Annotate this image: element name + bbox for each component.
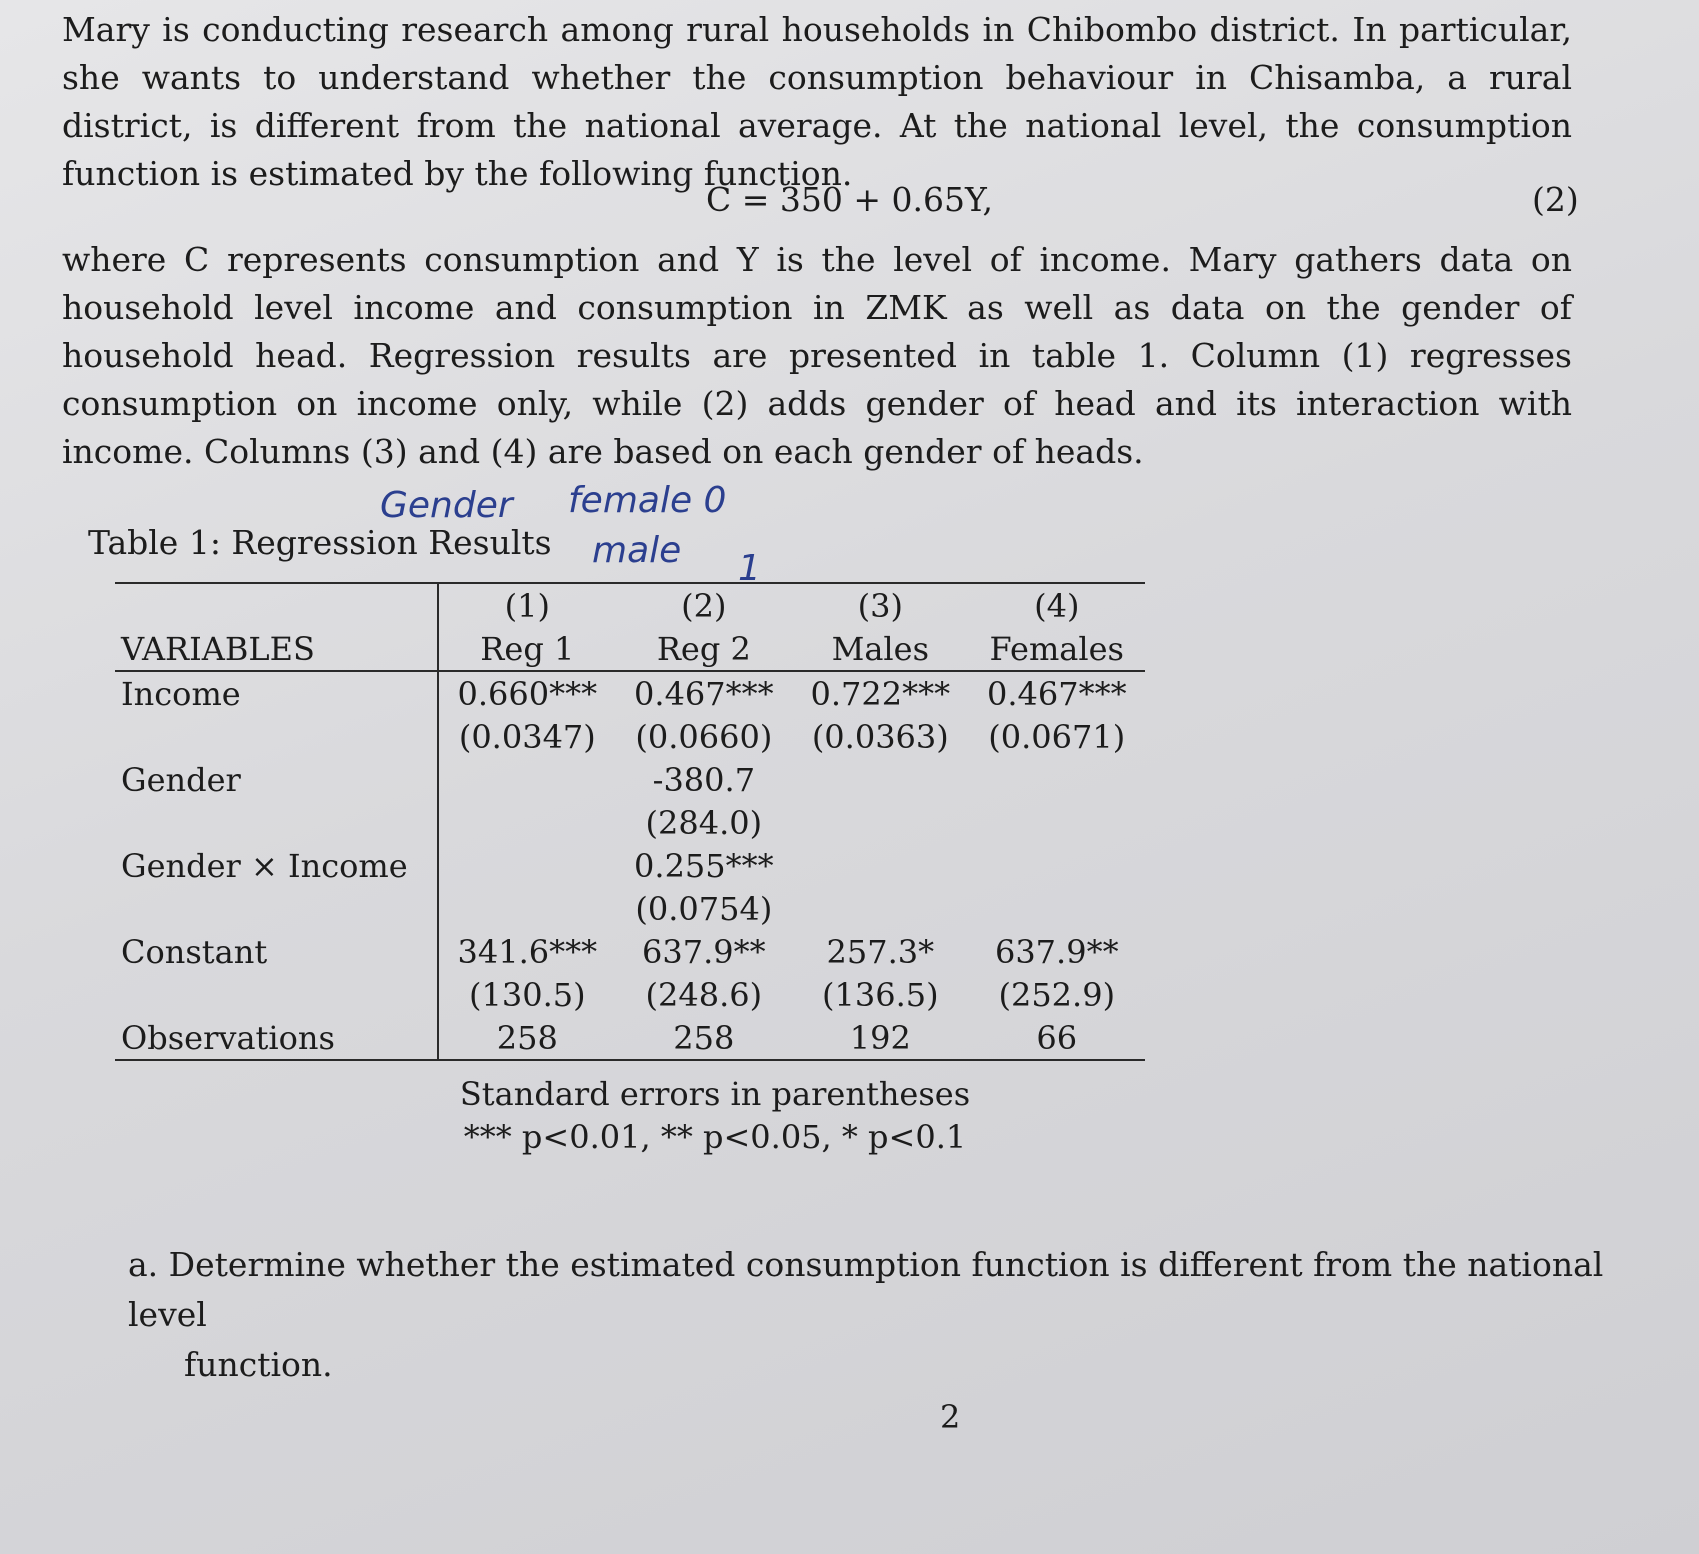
table-row <box>115 887 1145 930</box>
col-name-3: Males <box>792 627 968 671</box>
table-cell: (248.6) <box>645 975 763 1014</box>
regression-table-body <box>115 583 1145 1060</box>
page-number: 2 <box>940 1398 961 1436</box>
table-cell: (0.0347) <box>458 717 596 756</box>
table-header-row-numbers <box>115 583 1145 627</box>
row-label <box>115 715 438 758</box>
table-cell <box>792 801 968 844</box>
question-text-line1: Determine whether the estimated consumption function is different from the national level <box>128 1245 1604 1334</box>
table-cell: -380.7 <box>652 760 756 799</box>
table-cell: 0.660*** <box>457 674 598 713</box>
row-label <box>115 801 438 844</box>
table-cell: (0.0754) <box>635 889 773 928</box>
handwritten-male: male <box>592 530 682 571</box>
table-cell: 0.722*** <box>810 674 951 713</box>
table-cell <box>969 758 1145 801</box>
table-cell: (0.0660) <box>635 717 773 756</box>
table-cell <box>792 887 968 930</box>
table-caption: Table 1: Regression Results <box>88 523 552 562</box>
table-cell: 637.9** <box>994 932 1119 971</box>
table-cell <box>969 844 1145 887</box>
row-label: Constant <box>115 930 438 973</box>
table-cell: (130.5) <box>469 975 586 1014</box>
table-cell: 341.6*** <box>457 932 598 971</box>
row-label: Gender <box>115 758 438 801</box>
table-cell: 0.467*** <box>986 674 1127 713</box>
col-number-4: (4) <box>969 583 1145 627</box>
question-label: a. <box>128 1245 159 1284</box>
table-cell: 66 <box>969 1016 1145 1060</box>
table-cell: 258 <box>616 1016 792 1060</box>
description-paragraph: where C represents consumption and Y is the level of income. Mary gathers data on household level income and consumption in ZMK as well as data on the gender of household head. Regression results are presented in table 1. Column (1) regresses consumption on income only, while (2) adds gender of head and its interaction with income. Columns (3) and (4) are based on each gender of heads. <box>62 240 1572 471</box>
table-note-standard-errors: Standard errors in parentheses <box>459 1075 971 1113</box>
row-label <box>115 887 438 930</box>
table-cell: 257.3* <box>826 932 935 971</box>
table-row <box>115 973 1145 1016</box>
table-cell <box>969 887 1145 930</box>
table-header-row-names <box>115 627 1145 671</box>
table-row <box>115 758 1145 801</box>
col-name-4: Females <box>969 627 1145 671</box>
table-row <box>115 715 1145 758</box>
variables-header: VARIABLES <box>115 627 438 671</box>
table-cell: (0.0363) <box>811 717 949 756</box>
table-cell <box>438 887 616 930</box>
intro-paragraph: Mary is conducting research among rural households in Chibombo district. In particular, she wants to understand whether the consumption behaviour in Chisamba, a rural district, is different from the national average. At the national level, the consumption function is estimated by the following function. <box>62 10 1572 193</box>
table-cell: 0.467*** <box>634 674 774 713</box>
table-row <box>115 844 1145 887</box>
table-cell: 0.255*** <box>634 846 774 885</box>
table-row <box>115 801 1145 844</box>
col-name-2: Reg 2 <box>616 627 792 671</box>
table-cell: (284.0) <box>645 803 763 842</box>
handwritten-gender: Gender <box>380 485 513 526</box>
table-row <box>115 671 1145 715</box>
handwritten-female-0: female 0 <box>568 480 727 521</box>
row-label: Observations <box>115 1016 438 1060</box>
table-cell: (0.0671) <box>988 717 1126 756</box>
table-cell <box>792 758 968 801</box>
table-note-significance: *** p<0.01, ** p<0.05, * p<0.1 <box>463 1118 967 1156</box>
table-row <box>115 1016 1145 1060</box>
table-cell <box>438 801 616 844</box>
col-number-2: (2) <box>616 583 792 627</box>
table-cell: (252.9) <box>998 975 1116 1014</box>
table-cell <box>969 801 1145 844</box>
table-cell <box>792 844 968 887</box>
question-a <box>128 1240 1668 1390</box>
table-cell <box>438 844 616 887</box>
row-label: Gender × Income <box>115 844 438 887</box>
equation-line <box>0 180 1699 228</box>
col-number-3: (3) <box>792 583 968 627</box>
handwritten-one: 1 <box>738 548 761 589</box>
table-cell: (136.5) <box>822 975 939 1014</box>
row-label: Income <box>115 671 438 715</box>
col-number-1: (1) <box>438 583 616 627</box>
row-label <box>115 973 438 1016</box>
consumption-equation: C = 350 + 0.65Y, <box>706 180 993 219</box>
table-row <box>115 930 1145 973</box>
col-name-1: Reg 1 <box>438 627 616 671</box>
header-blank <box>115 583 438 627</box>
table-cell: 192 <box>792 1016 968 1060</box>
table-cell <box>438 758 616 801</box>
question-text-line2: function. <box>184 1345 333 1384</box>
table-cell: 258 <box>438 1016 616 1060</box>
regression-table <box>115 582 1145 1061</box>
equation-number: (2) <box>1532 180 1579 219</box>
table-cell: 637.9** <box>642 932 766 971</box>
